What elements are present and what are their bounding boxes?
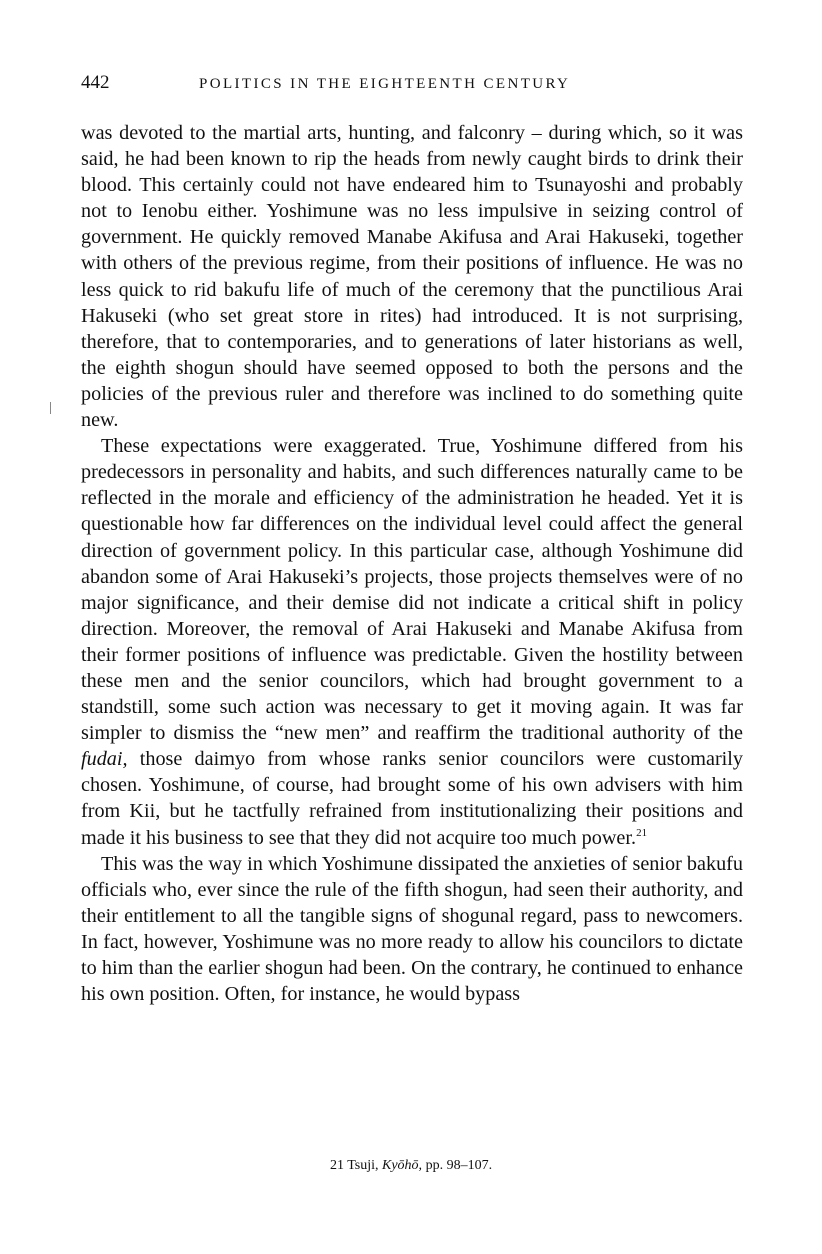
running-head-title: POLITICS IN THE EIGHTEENTH CENTURY xyxy=(199,76,571,92)
italic-term-fudai: fudai, xyxy=(81,748,128,771)
footnote-work: Kyōhō, xyxy=(382,1158,423,1173)
paragraph-2-text-b: those daimyo from whose ranks senior councilors were customarily chosen. Yoshimune, of course, had brought some of his own advisers with him from Kii, but he tactfully refrained from institutionalizing their positions and made it his business to see that they did not acquire too much power. xyxy=(81,748,743,849)
paragraph-1: was devoted to the martial arts, hunting, and falconry – during which, so it was said, he had been known to rip the heads from newly caught birds to drink their blood. This certainly could not have endeared him to Tsunayoshi and probably not to Ienobu either. Yoshimune was no less impulsive in seizing control of government. He quickly removed Manabe Akifusa and Arai Hakuseki, together with others of the previous regime, from their positions of influence. He was no less quick to rid bakufu life of much of the ceremony that the punctilious Arai Hakuseki (who set great store in rites) had introduced. It is not surprising, therefore, that to contemporaries, and to generations of later historians as well, the eighth shogun should have seemed opposed to both the persons and the policies of the previous ruler and therefore was inclined to do something quite new. xyxy=(81,122,743,432)
paragraph-2 xyxy=(81,433,743,851)
page-number: 442 xyxy=(81,72,110,93)
footnote-number: 21 xyxy=(329,1158,344,1173)
paragraph-3: This was the way in which Yoshimune dissipated the anxieties of senior bakufu officials who, ever since the rule of the fifth shogun, had seen their authority, and their entitlement to all the tangible signs of shogunal regard, pass to newcomers. In fact, however, Yoshimune was no more ready to allow his councilors to dictate to him than the earlier shogun had been. On the contrary, he continued to enhance his own position. Often, for instance, he would bypass xyxy=(81,852,743,1006)
footnote-pages: pp. 98–107. xyxy=(425,1158,493,1173)
running-head xyxy=(81,72,743,96)
margin-mark xyxy=(50,402,51,414)
paragraph-2-text-a: These expectations were exaggerated. True, Yoshimune differed from his predecessors in personality and habits, and such differences naturally came to be reflected in the morale and efficiency of the administration he headed. Yet it is questionable how far differences on the individual level could affect the general direction of government policy. In this particular case, although Yoshimune did abandon some of Arai Hakuseki’s projects, those projects themselves were of no major significance, and their demise did not indicate a critical shift in policy direction. Moreover, the removal of Arai Hakuseki and Manabe Akifusa from their former positions of influence was predictable. Given the hostility between these men and the senior councilors, which had brought government to a standstill, some such action was necessary to get it moving again. It was far simpler to dismiss the “new men” and reaffirm the traditional authority of the xyxy=(81,435,743,745)
footnote-author: Tsuji, xyxy=(347,1158,379,1173)
body-text xyxy=(81,120,743,1007)
book-page xyxy=(81,72,743,1007)
footnote-reference: 21 xyxy=(636,826,648,839)
footnote xyxy=(0,1158,822,1174)
